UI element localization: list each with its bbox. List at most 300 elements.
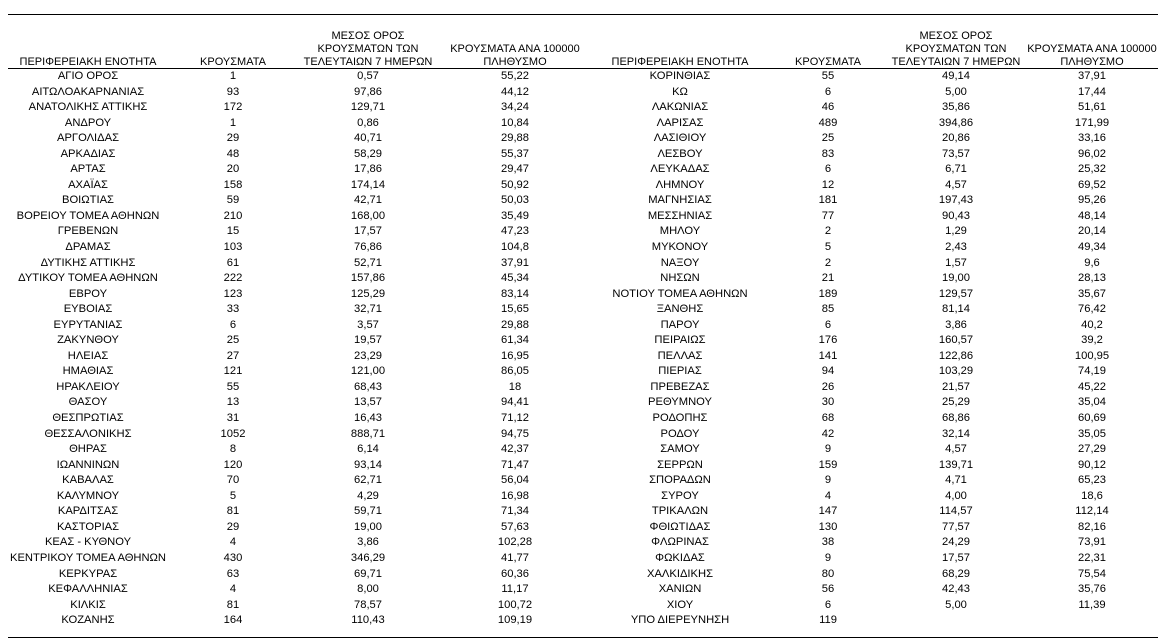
avg7-cell: 35,86 — [942, 101, 970, 114]
per100k-cell: 35,04 — [1078, 396, 1106, 409]
table-bottom-rule — [8, 637, 1158, 638]
avg7-cell: 69,71 — [354, 567, 382, 580]
per100k-cell: 40,2 — [1081, 318, 1103, 331]
region-cell: ΗΜΑΘΙΑΣ — [62, 365, 114, 378]
cases-cell: 25 — [821, 132, 835, 145]
table-row — [8, 551, 592, 567]
cases-cell: 27 — [226, 349, 240, 362]
region-cell: ΧΑΝΙΩΝ — [658, 583, 702, 596]
per100k-cell: 50,92 — [501, 178, 529, 191]
per100k-cell: 71,12 — [501, 412, 529, 425]
table-row — [590, 302, 1158, 318]
region-cell: ΔΥΤΙΚΗΣ ΑΤΤΙΚΗΣ — [40, 256, 136, 269]
header-per100k-line1: ΚΡΟΥΣΜΑΤΑ ΑΝΑ 100000 — [450, 43, 580, 55]
avg7-cell: 93,14 — [354, 458, 382, 471]
avg7-cell: 13,57 — [354, 396, 382, 409]
region-cell: ΑΡΓΟΛΙΔΑΣ — [56, 132, 120, 145]
table-row — [590, 364, 1158, 380]
table-row — [590, 613, 1158, 629]
table-row — [8, 489, 592, 505]
avg7-cell: 76,86 — [354, 241, 382, 254]
region-cell: ΝΗΣΩΝ — [660, 272, 700, 285]
avg7-cell: 174,14 — [350, 178, 386, 191]
avg7-cell — [886, 613, 1026, 629]
cases-cell: 31 — [226, 412, 240, 425]
cases-cell: 4 — [229, 536, 237, 549]
table-row — [8, 162, 592, 178]
cases-cell: 38 — [821, 536, 835, 549]
avg7-cell: 114,57 — [939, 505, 973, 518]
avg7-cell: 197,43 — [938, 194, 974, 207]
per100k-cell: 75,54 — [1078, 567, 1106, 580]
table-row — [8, 302, 592, 318]
table-row — [8, 131, 592, 147]
cases-cell: 6 — [229, 318, 237, 331]
per100k-cell: 27,29 — [1078, 443, 1106, 456]
right-table — [590, 18, 1158, 629]
cases-cell: 172 — [223, 101, 243, 114]
cases-cell: 20 — [226, 163, 240, 176]
avg7-cell: 139,71 — [938, 458, 974, 471]
header-per100k — [438, 43, 592, 69]
table-row — [590, 442, 1158, 458]
region-cell: ΔΥΤΙΚΟΥ ΤΟΜΕΑ ΑΘΗΝΩΝ — [18, 272, 158, 285]
region-cell: ΠΙΕΡΙΑΣ — [658, 365, 702, 378]
per100k-cell: 15,65 — [501, 303, 529, 316]
cases-cell: 83 — [821, 147, 835, 160]
table-row — [8, 209, 592, 225]
cases-cell: 5 — [229, 489, 237, 502]
header-avg7-line1: ΜΕΣΟΣ ΟΡΟΣ — [331, 30, 405, 42]
table-row — [8, 504, 592, 520]
table-row — [8, 442, 592, 458]
header-per100k-line1: ΚΡΟΥΣΜΑΤΑ ΑΝΑ 100000 — [1027, 43, 1157, 55]
avg7-cell: 77,57 — [942, 520, 970, 533]
region-cell: ΒΟΙΩΤΙΑΣ — [62, 194, 114, 207]
right-table-header — [590, 18, 1158, 69]
region-cell: ΗΡΑΚΛΕΙΟΥ — [56, 380, 120, 393]
region-cell: ΡΕΘΥΜΝΟΥ — [648, 396, 712, 409]
cases-cell: 141 — [818, 349, 838, 362]
cases-cell: 63 — [226, 567, 240, 580]
per100k-cell: 71,47 — [501, 458, 529, 471]
per100k-cell: 39,2 — [1081, 334, 1103, 347]
avg7-cell: 81,14 — [942, 303, 970, 316]
table-row — [590, 349, 1158, 365]
avg7-cell: 78,57 — [354, 598, 382, 611]
table-row — [590, 411, 1158, 427]
header-avg7-line3: ΤΕΛΕΥΤΑΙΩΝ 7 ΗΜΕΡΩΝ — [303, 56, 433, 68]
region-cell: ΑΝΑΤΟΛΙΚΗΣ ΑΤΤΙΚΗΣ — [28, 101, 148, 114]
avg7-cell: 68,29 — [942, 567, 970, 580]
per100k-cell: 73,91 — [1078, 536, 1106, 549]
region-cell: ΑΝΔΡΟΥ — [64, 116, 112, 129]
region-cell: ΔΡΑΜΑΣ — [65, 241, 111, 254]
cases-cell: 1 — [229, 70, 237, 82]
per100k-cell: 83,14 — [501, 287, 529, 300]
region-cell: ΝΑΞΟΥ — [660, 256, 700, 269]
per100k-cell: 35,76 — [1078, 583, 1106, 596]
region-cell: ΗΛΕΙΑΣ — [67, 349, 109, 362]
cases-cell: 6 — [824, 85, 832, 98]
table-row — [590, 178, 1158, 194]
table-row — [8, 85, 592, 101]
per100k-cell: 20,14 — [1078, 225, 1106, 238]
avg7-cell: 5,00 — [945, 85, 967, 98]
per100k-cell: 102,28 — [497, 536, 533, 549]
cases-cell: 12 — [821, 178, 835, 191]
cases-cell: 70 — [226, 474, 240, 487]
header-cases: ΚΡΟΥΣΜΑΤΑ — [795, 56, 861, 68]
region-cell: ΙΩΑΝΝΙΝΩΝ — [56, 458, 120, 471]
table-row — [8, 411, 592, 427]
header-region: ΠΕΡΙΦΕΡΕΙΑΚΗ ΕΝΟΤΗΤΑ — [19, 56, 157, 68]
table-row — [8, 567, 592, 583]
cases-cell: 42 — [821, 427, 835, 440]
per100k-cell: 112,14 — [1075, 505, 1109, 518]
table-row — [590, 147, 1158, 163]
cases-cell: 164 — [223, 614, 243, 627]
cases-cell: 2 — [824, 225, 832, 238]
region-cell: ΛΕΣΒΟΥ — [657, 147, 703, 160]
region-cell: ΛΕΥΚΑΔΑΣ — [650, 163, 710, 176]
cases-cell: 59 — [226, 194, 240, 207]
table-row — [8, 318, 592, 334]
per100k-cell: 45,34 — [501, 272, 529, 285]
cases-cell: 77 — [821, 209, 835, 222]
region-cell: ΤΡΙΚΑΛΩΝ — [651, 505, 709, 518]
avg7-cell: 52,71 — [354, 256, 382, 269]
table-row — [590, 504, 1158, 520]
left-table-body — [8, 69, 592, 629]
per100k-cell: 76,42 — [1078, 303, 1106, 316]
region-cell: ΡΟΔΟΥ — [660, 427, 700, 440]
cases-cell: 489 — [818, 116, 838, 129]
per100k-cell: 37,91 — [1078, 70, 1106, 82]
table-row — [590, 473, 1158, 489]
avg7-cell: 68,43 — [354, 380, 382, 393]
table-row — [8, 240, 592, 256]
avg7-cell: 103,29 — [938, 365, 974, 378]
avg7-cell: 17,86 — [354, 163, 382, 176]
avg7-cell: 110,43 — [351, 614, 385, 627]
cases-cell: 9 — [824, 474, 832, 487]
per100k-cell: 51,61 — [1078, 101, 1106, 114]
cases-cell: 430 — [223, 551, 243, 564]
cases-cell: 181 — [818, 194, 838, 207]
region-cell: ΣΑΜΟΥ — [660, 443, 700, 456]
avg7-cell: 2,43 — [945, 241, 967, 254]
cases-cell: 6 — [824, 318, 832, 331]
per100k-cell: 95,26 — [1078, 194, 1106, 207]
table-row — [8, 427, 592, 443]
table-row — [8, 473, 592, 489]
per100k-cell: 100,72 — [497, 598, 533, 611]
region-cell: ΦΩΚΙΔΑΣ — [655, 551, 705, 564]
table-row — [590, 395, 1158, 411]
table-row — [8, 147, 592, 163]
region-cell: ΛΑΚΩΝΙΑΣ — [651, 101, 709, 114]
per100k-cell: 50,03 — [501, 194, 529, 207]
right-table-body — [590, 69, 1158, 629]
table-row — [8, 380, 592, 396]
header-avg7-line2: ΚΡΟΥΣΜΑΤΩΝ ΤΩΝ — [905, 43, 1007, 55]
table-row — [590, 193, 1158, 209]
cases-cell: 6 — [824, 598, 832, 611]
cases-cell: 30 — [821, 396, 835, 409]
per100k-cell: 11,39 — [1078, 598, 1106, 611]
per100k-cell: 90,12 — [1078, 458, 1106, 471]
table-row — [8, 458, 592, 474]
region-cell: ΠΕΙΡΑΙΩΣ — [654, 334, 706, 347]
table-row — [8, 395, 592, 411]
avg7-cell: 3,57 — [357, 318, 379, 331]
cases-cell: 4 — [824, 489, 832, 502]
region-cell: ΦΘΙΩΤΙΔΑΣ — [649, 520, 711, 533]
per100k-cell: 86,05 — [501, 365, 529, 378]
per100k-cell: 60,36 — [501, 567, 529, 580]
avg7-cell: 394,86 — [938, 116, 974, 129]
cases-cell: 15 — [226, 225, 240, 238]
region-cell: ΑΡΚΑΔΙΑΣ — [60, 147, 116, 160]
region-cell: ΚΑΛΥΜΝΟΥ — [56, 489, 120, 502]
per100k-cell: 42,37 — [501, 443, 529, 456]
region-cell: ΕΥΡΥΤΑΝΙΑΣ — [53, 318, 123, 331]
table-row — [590, 162, 1158, 178]
cases-cell: 2 — [824, 256, 832, 269]
per100k-cell: 16,98 — [501, 489, 529, 502]
cases-cell: 9 — [824, 551, 832, 564]
avg7-cell: 90,43 — [942, 209, 970, 222]
cases-cell: 9 — [824, 443, 832, 456]
table-row — [590, 458, 1158, 474]
avg7-cell: 888,71 — [350, 427, 386, 440]
per100k-cell: 171,99 — [1074, 116, 1110, 129]
table-row — [8, 520, 592, 536]
region-cell: ΑΧΑΪΑΣ — [68, 178, 108, 191]
cases-cell: 8 — [229, 443, 237, 456]
left-table — [8, 18, 592, 629]
avg7-cell: 1,57 — [945, 256, 967, 269]
per100k-cell: 41,77 — [501, 551, 529, 564]
avg7-cell: 58,29 — [354, 147, 382, 160]
header-region: ΠΕΡΙΦΕΡΕΙΑΚΗ ΕΝΟΤΗΤΑ — [611, 56, 749, 68]
avg7-cell: 4,57 — [945, 178, 967, 191]
region-cell: ΠΡΕΒΕΖΑΣ — [650, 380, 710, 393]
region-cell: ΧΙΟΥ — [666, 598, 694, 611]
table-row — [8, 178, 592, 194]
per100k-cell: 94,75 — [501, 427, 529, 440]
per100k-cell: 25,32 — [1078, 163, 1106, 176]
table-row — [590, 380, 1158, 396]
avg7-cell: 49,14 — [942, 70, 970, 82]
region-cell: ΡΟΔΟΠΗΣ — [652, 412, 708, 425]
table-row — [8, 349, 592, 365]
per100k-cell: 55,22 — [501, 70, 529, 82]
region-cell: ΘΕΣΠΡΩΤΙΑΣ — [52, 412, 124, 425]
table-row — [590, 131, 1158, 147]
region-cell: ΚΩ — [672, 85, 688, 98]
table-row — [8, 613, 592, 629]
cases-cell: 21 — [821, 272, 835, 285]
table-row — [590, 116, 1158, 132]
per100k-cell: 45,22 — [1078, 380, 1106, 393]
region-cell: ΚΕΝΤΡΙΚΟΥ ΤΟΜΕΑ ΑΘΗΝΩΝ — [9, 551, 166, 564]
region-cell: ΚΕΡΚΥΡΑΣ — [58, 567, 118, 580]
region-cell: ΒΟΡΕΙΟΥ ΤΟΜΕΑ ΑΘΗΝΩΝ — [16, 209, 160, 222]
region-cell: ΜΥΚΟΝΟΥ — [651, 241, 709, 254]
table-row — [590, 209, 1158, 225]
cases-cell: 130 — [818, 520, 838, 533]
region-cell: ΘΕΣΣΑΛΟΝΙΚΗΣ — [44, 427, 132, 440]
per100k-cell: 28,13 — [1078, 272, 1106, 285]
cases-cell: 48 — [226, 147, 240, 160]
cases-cell: 93 — [226, 85, 240, 98]
per100k-cell: 18,6 — [1081, 489, 1103, 502]
avg7-cell: 4,00 — [945, 489, 967, 502]
table-top-rule — [8, 14, 1158, 15]
cases-cell: 159 — [818, 458, 838, 471]
region-cell: ΚΑΣΤΟΡΙΑΣ — [56, 520, 120, 533]
avg7-cell: 8,00 — [357, 583, 379, 596]
avg7-cell: 16,43 — [354, 412, 382, 425]
cases-cell: 85 — [821, 303, 835, 316]
per100k-cell: 96,02 — [1078, 147, 1106, 160]
table-row — [8, 69, 592, 85]
avg7-cell: 160,57 — [938, 334, 974, 347]
cases-cell: 46 — [821, 101, 835, 114]
cases-cell: 55 — [821, 70, 835, 82]
per100k-cell: 56,04 — [501, 474, 529, 487]
table-row — [8, 193, 592, 209]
region-cell: ΧΑΛΚΙΔΙΚΗΣ — [646, 567, 713, 580]
cases-cell: 176 — [818, 334, 838, 347]
avg7-cell: 59,71 — [354, 505, 382, 518]
region-cell: ΚΑΡΔΙΤΣΑΣ — [57, 505, 119, 518]
region-cell: ΕΥΒΟΙΑΣ — [63, 303, 113, 316]
header-avg7-line2: ΚΡΟΥΣΜΑΤΩΝ ΤΩΝ — [317, 43, 419, 55]
avg7-cell: 4,71 — [945, 474, 967, 487]
cases-cell: 4 — [229, 583, 237, 596]
per100k-cell: 29,88 — [501, 318, 529, 331]
cases-cell: 13 — [226, 396, 240, 409]
region-cell: ΚΟΖΑΝΗΣ — [61, 614, 115, 627]
cases-cell: 61 — [226, 256, 240, 269]
header-per100k-line2: ΠΛΗΘΥΣΜΟ — [483, 56, 547, 68]
per100k-cell: 29,47 — [501, 163, 529, 176]
cases-cell: 103 — [223, 241, 243, 254]
avg7-cell: 25,29 — [942, 396, 970, 409]
avg7-cell: 68,86 — [942, 412, 970, 425]
avg7-cell: 32,71 — [354, 303, 382, 316]
table-row — [590, 287, 1158, 303]
avg7-cell: 62,71 — [354, 474, 382, 487]
avg7-cell: 73,57 — [942, 147, 970, 160]
region-cell: ΣΥΡΟΥ — [661, 489, 699, 502]
per100k-cell: 55,37 — [501, 147, 529, 160]
cases-cell: 80 — [821, 567, 835, 580]
cases-cell: 81 — [226, 598, 240, 611]
per100k-cell: 47,23 — [501, 225, 529, 238]
region-cell: ΜΑΓΝΗΣΙΑΣ — [648, 194, 712, 207]
per100k-cell: 9,6 — [1084, 256, 1100, 269]
per100k-cell: 69,52 — [1078, 178, 1106, 191]
avg7-cell: 4,57 — [945, 443, 967, 456]
per100k-cell: 35,05 — [1078, 427, 1106, 440]
avg7-cell: 0,57 — [357, 70, 379, 82]
per100k-cell: 34,24 — [501, 101, 529, 114]
cases-cell: 26 — [821, 380, 835, 393]
per100k-cell: 48,14 — [1078, 209, 1106, 222]
cases-cell: 5 — [824, 241, 832, 254]
per100k-cell: 33,16 — [1078, 132, 1106, 145]
table-row — [8, 100, 592, 116]
avg7-cell: 24,29 — [942, 536, 970, 549]
per100k-cell: 37,91 — [501, 256, 529, 269]
avg7-cell: 6,14 — [357, 443, 379, 456]
header-avg7-line1: ΜΕΣΟΣ ΟΡΟΣ — [919, 30, 993, 42]
table-row — [590, 69, 1158, 85]
avg7-cell: 1,29 — [945, 225, 967, 238]
per100k-cell: 16,95 — [501, 349, 529, 362]
per100k-cell: 29,88 — [501, 132, 529, 145]
per100k-cell: 94,41 — [501, 396, 529, 409]
table-row — [590, 551, 1158, 567]
cases-cell: 56 — [821, 583, 835, 596]
table-row — [590, 598, 1158, 614]
table-row — [590, 256, 1158, 272]
region-cell: ΚΙΛΚΙΣ — [70, 598, 106, 611]
region-cell: ΑΡΤΑΣ — [70, 163, 106, 176]
avg7-cell: 122,86 — [938, 349, 974, 362]
per100k-cell: 17,44 — [1078, 85, 1106, 98]
table-row — [8, 224, 592, 240]
table-row — [590, 100, 1158, 116]
per100k-cell: 71,34 — [501, 505, 529, 518]
avg7-cell: 129,71 — [350, 101, 386, 114]
cases-cell: 1 — [229, 116, 237, 129]
region-cell: ΖΑΚΥΝΘΟΥ — [57, 334, 119, 347]
table-row — [590, 582, 1158, 598]
avg7-cell: 0,86 — [357, 116, 379, 129]
region-cell: ΘΑΣΟΥ — [68, 396, 108, 409]
table-row — [590, 240, 1158, 256]
avg7-cell: 32,14 — [942, 427, 970, 440]
cases-cell: 33 — [226, 303, 240, 316]
per100k-cell: 109,19 — [497, 614, 533, 627]
avg7-cell: 125,29 — [350, 287, 386, 300]
avg7-cell: 97,86 — [354, 85, 382, 98]
avg7-cell: 19,00 — [354, 520, 382, 533]
table-row — [590, 489, 1158, 505]
table-row — [590, 535, 1158, 551]
per100k-cell: 22,31 — [1078, 551, 1106, 564]
header-avg7 — [886, 30, 1026, 69]
cases-cell: 210 — [223, 209, 243, 222]
region-cell: ΚΑΒΑΛΑΣ — [62, 474, 114, 487]
table-row — [590, 333, 1158, 349]
region-cell: ΑΙΤΩΛΟΑΚΑΡΝΑΝΙΑΣ — [31, 85, 145, 98]
avg7-cell: 157,86 — [350, 272, 386, 285]
table-row — [8, 116, 592, 132]
header-avg7-line3: ΤΕΛΕΥΤΑΙΩΝ 7 ΗΜΕΡΩΝ — [891, 56, 1021, 68]
avg7-cell: 3,86 — [945, 318, 967, 331]
cases-cell: 147 — [818, 505, 838, 518]
avg7-cell: 168,00 — [350, 209, 386, 222]
region-cell: ΞΑΝΘΗΣ — [656, 303, 704, 316]
table-row — [590, 427, 1158, 443]
region-cell: ΕΒΡΟΥ — [68, 287, 108, 300]
